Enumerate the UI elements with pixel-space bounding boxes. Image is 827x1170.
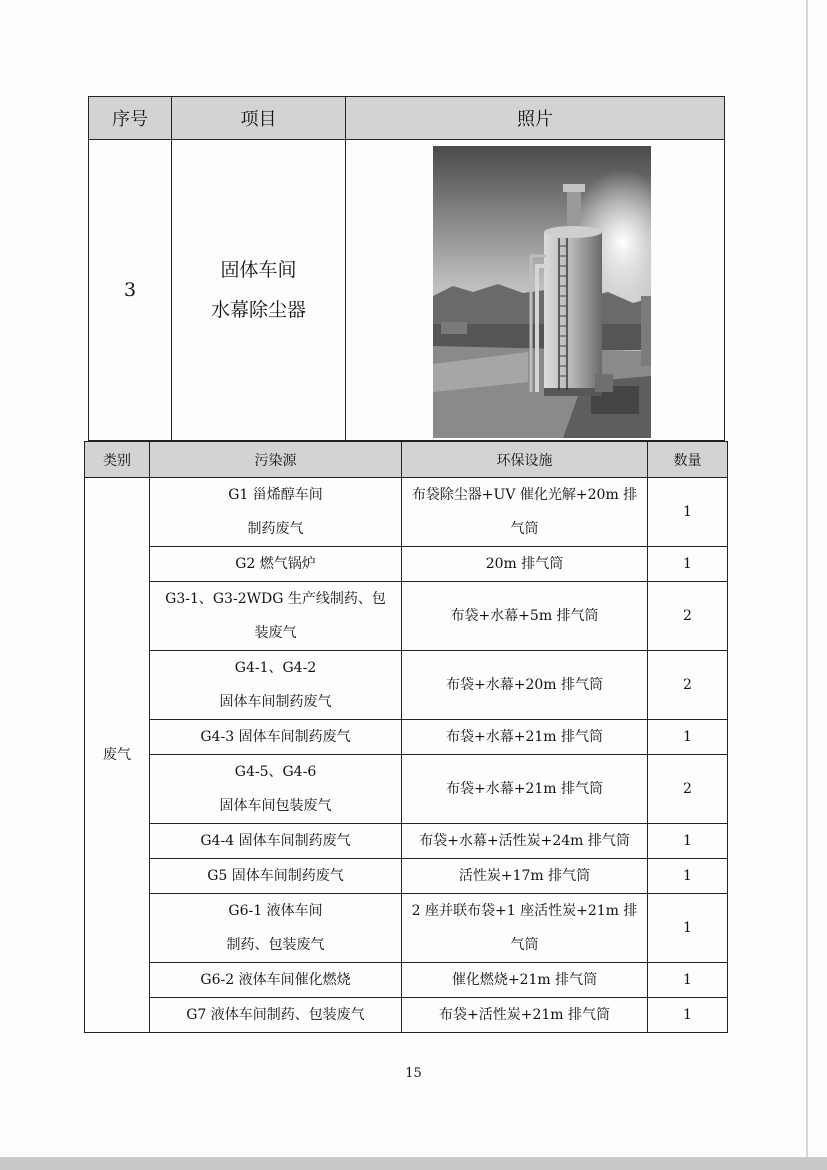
source-line: G6-1 液体车间 <box>228 903 323 919</box>
source-line: G7 液体车间制药、包装废气 <box>186 1007 365 1023</box>
source-line: G1 甾烯醇车间 <box>228 487 323 503</box>
page-number: 15 <box>405 1066 422 1081</box>
photo-table <box>88 96 725 441</box>
table-row <box>85 478 728 547</box>
table-row <box>85 998 728 1033</box>
source-line: G5 固体车间制药废气 <box>207 868 344 884</box>
row-seq: 3 <box>89 140 172 441</box>
item-line-2: 水幕除尘器 <box>210 299 306 321</box>
facility-cell <box>402 547 648 582</box>
facility-cell <box>402 963 648 998</box>
quantity-cell: 1 <box>648 824 728 859</box>
quantity-cell: 1 <box>648 720 728 755</box>
facility-line: 布袋+水幕+21m 排气筒 <box>445 729 603 745</box>
quantity-cell: 2 <box>648 582 728 651</box>
header-facility: 环保设施 <box>402 442 648 478</box>
page-edge-right <box>806 0 808 1170</box>
facility-cell <box>402 824 648 859</box>
source-line: G6-2 液体车间催化燃烧 <box>200 972 351 988</box>
waste-gas-table-header <box>85 442 728 478</box>
facility-line: 布袋+活性炭+21m 排气筒 <box>438 1007 610 1023</box>
facility-line: 气筒 <box>510 521 539 537</box>
scrubber-tower-photo <box>433 146 651 438</box>
category-cell: 废气 <box>85 478 150 1033</box>
source-line: 固体车间制药废气 <box>219 694 332 710</box>
table-row <box>85 963 728 998</box>
row-item <box>172 140 346 441</box>
item-line-1: 固体车间 <box>220 259 297 281</box>
quantity-cell: 1 <box>648 894 728 963</box>
quantity-cell: 1 <box>648 547 728 582</box>
table-row <box>85 582 728 651</box>
source-cell <box>150 859 402 894</box>
table-row <box>85 651 728 720</box>
source-line: G4-4 固体车间制药废气 <box>200 833 351 849</box>
source-line: 装废气 <box>254 625 297 641</box>
quantity-cell: 2 <box>648 755 728 824</box>
page-edge-bottom <box>0 1157 827 1170</box>
facility-cell <box>402 998 648 1033</box>
header-source: 污染源 <box>150 442 402 478</box>
source-line: G4-5、G4-6 <box>234 764 317 780</box>
quantity-cell: 1 <box>648 478 728 547</box>
source-line: G4-1、G4-2 <box>234 660 317 676</box>
header-quantity: 数量 <box>648 442 728 478</box>
facility-line: 布袋+水幕+20m 排气筒 <box>445 677 603 693</box>
table-row <box>85 720 728 755</box>
header-category: 类别 <box>85 442 150 478</box>
source-cell <box>150 720 402 755</box>
source-line: 制药、包装废气 <box>226 937 325 953</box>
table-row <box>85 894 728 963</box>
table-row <box>85 755 728 824</box>
facility-line: 布袋+水幕+5m 排气筒 <box>450 608 599 624</box>
photo-table-row <box>89 140 725 441</box>
source-line: G2 燃气锅炉 <box>235 556 316 572</box>
header-photo: 照片 <box>346 97 725 140</box>
facility-cell <box>402 582 648 651</box>
header-seq: 序号 <box>89 97 172 140</box>
source-cell <box>150 894 402 963</box>
facility-cell <box>402 478 648 547</box>
facility-cell <box>402 720 648 755</box>
facility-cell <box>402 755 648 824</box>
quantity-cell: 2 <box>648 651 728 720</box>
table-row <box>85 859 728 894</box>
photo-table-header <box>89 97 725 140</box>
quantity-cell: 1 <box>648 963 728 998</box>
table-row <box>85 824 728 859</box>
facility-line: 活性炭+17m 排气筒 <box>458 868 591 884</box>
facility-line: 布袋除尘器+UV 催化光解+20m 排 <box>411 487 638 503</box>
facility-line: 气筒 <box>510 937 539 953</box>
row-photo-cell <box>346 140 725 441</box>
source-cell <box>150 547 402 582</box>
table-row <box>85 547 728 582</box>
source-line: G3-1、G3-2WDG 生产线制药、包 <box>165 591 386 607</box>
facility-line: 20m 排气筒 <box>485 556 564 572</box>
source-cell <box>150 651 402 720</box>
source-cell <box>150 998 402 1033</box>
quantity-cell: 1 <box>648 859 728 894</box>
facility-cell <box>402 651 648 720</box>
source-cell <box>150 478 402 547</box>
source-cell <box>150 824 402 859</box>
facility-line: 2 座并联布袋+1 座活性炭+21m 排 <box>411 903 638 919</box>
source-cell <box>150 755 402 824</box>
source-cell <box>150 963 402 998</box>
facility-line: 布袋+水幕+活性炭+24m 排气筒 <box>419 833 630 849</box>
source-line: 固体车间包装废气 <box>219 798 332 814</box>
waste-gas-table <box>84 441 728 1033</box>
facility-cell <box>402 859 648 894</box>
source-line: G4-3 固体车间制药废气 <box>200 729 351 745</box>
header-item: 项目 <box>172 97 346 140</box>
source-line: 制药废气 <box>247 521 304 537</box>
quantity-cell: 1 <box>648 998 728 1033</box>
facility-line: 布袋+水幕+21m 排气筒 <box>445 781 603 797</box>
facility-line: 催化燃烧+21m 排气筒 <box>451 972 598 988</box>
facility-cell <box>402 894 648 963</box>
source-cell <box>150 582 402 651</box>
